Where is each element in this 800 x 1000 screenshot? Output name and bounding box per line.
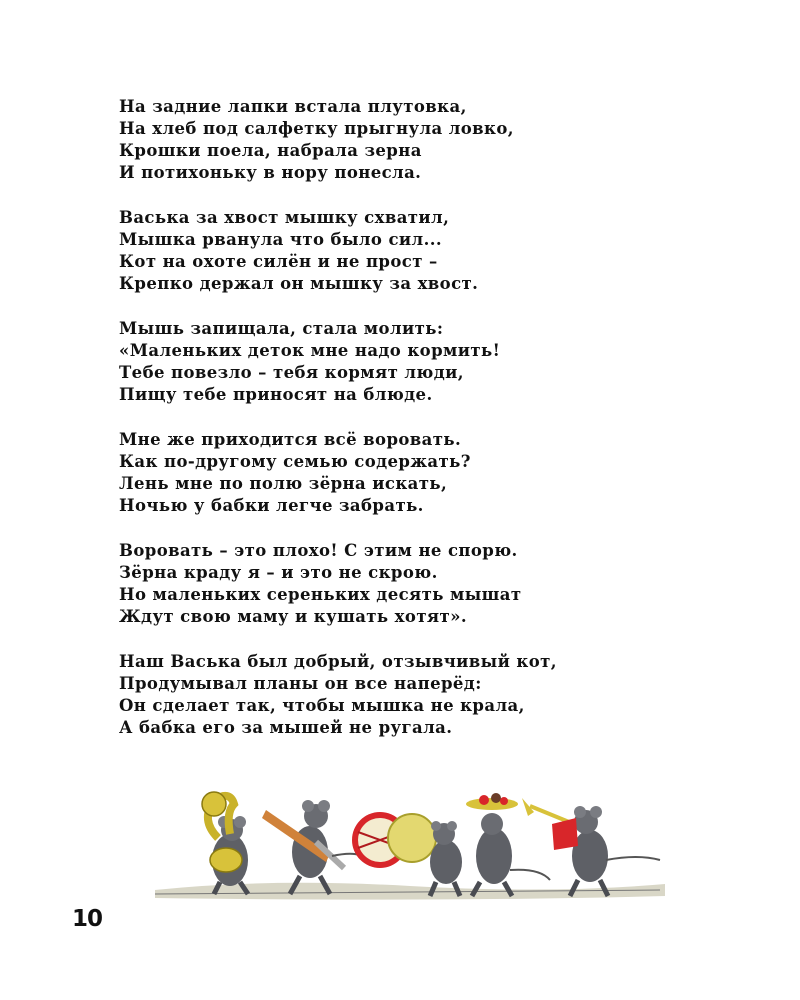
poem-line: «Маленьких деток мне надо кормить! (119, 341, 501, 360)
poem-line: Наш Васька был добрый, отзывчивый кот, (119, 652, 557, 671)
stanza (119, 429, 679, 517)
poem-line: Мне же приходится всё воровать. (119, 430, 462, 449)
poem-text (119, 96, 679, 762)
poem-line: А бабка его за мышей не ругала. (119, 718, 453, 737)
mouse-tuba (202, 792, 248, 894)
stanza (119, 96, 679, 184)
poem-line: Ночью у бабки легче забрать. (119, 496, 424, 515)
stanza (119, 651, 679, 739)
stanza (119, 318, 679, 406)
poem-line: Он сделает так, чтобы мышка не крала, (119, 696, 525, 715)
poem-line: И потихоньку в нору понесла. (119, 163, 422, 182)
mouse-band-illustration (150, 790, 670, 910)
mouse-trumpet (522, 798, 660, 896)
poem-line: На задние лапки встала плутовка, (119, 97, 467, 116)
stanza (119, 540, 679, 628)
mouse-bread (262, 800, 366, 894)
poem-line: Мышь запищала, стала молить: (119, 319, 444, 338)
poem-line: Ждут свою маму и кушать хотят». (119, 607, 468, 626)
stanza (119, 207, 679, 295)
drum (352, 812, 436, 868)
page-number: 10 (72, 906, 103, 932)
poem-line: Васька за хвост мышку схватил, (119, 208, 450, 227)
poem-line: Как по-другому семью содержать? (119, 452, 471, 471)
poem-line: Воровать – это плохо! С этим не спорю. (119, 541, 518, 560)
poem-line: Мышка рванула что было сил... (119, 230, 443, 249)
poem-line: Продумывал планы он все наперёд: (119, 674, 482, 693)
mouse-drummer (430, 821, 462, 896)
poem-line: Но маленьких сереньких десять мышат (119, 585, 522, 604)
poem-line: Крошки поела, набрала зерна (119, 141, 422, 160)
poem-line: Крепко держал он мышку за хвост. (119, 274, 479, 293)
poem-line: Пищу тебе приносят на блюде. (119, 385, 433, 404)
poem-line: Лень мне по полю зёрна искать, (119, 474, 448, 493)
poem-line: Тебе повезло – тебя кормят люди, (119, 363, 464, 382)
poem-line: Зёрна краду я – и это не скрою. (119, 563, 438, 582)
poem-line: Кот на охоте силён и не прост – (119, 252, 438, 271)
poem-line: На хлеб под салфетку прыгнула ловко, (119, 119, 514, 138)
